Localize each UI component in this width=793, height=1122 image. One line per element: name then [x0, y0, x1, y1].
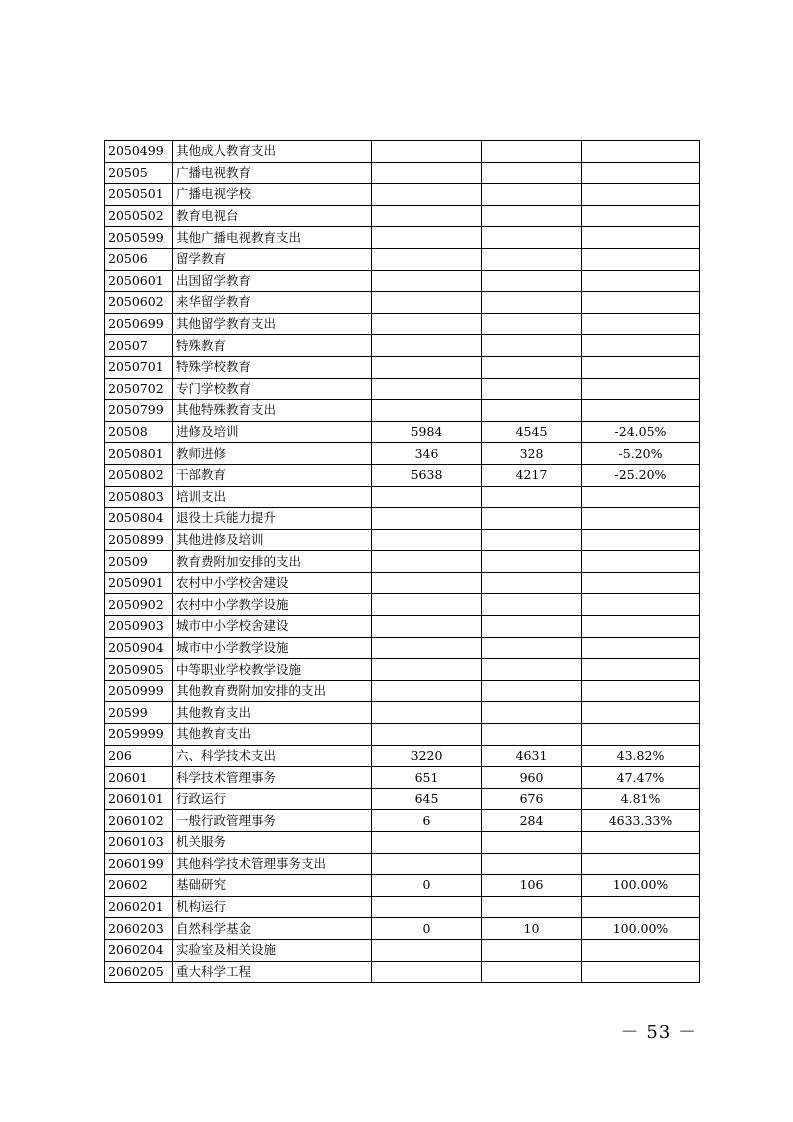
value-cell-2: [482, 292, 582, 314]
name-cell: 农村中小学教学设施: [173, 594, 372, 616]
code-cell: 2050904: [105, 637, 173, 659]
value-cell-1: [372, 551, 482, 573]
value-cell-1: [372, 378, 482, 400]
value-cell-2: [482, 896, 582, 918]
code-cell: 2050901: [105, 572, 173, 594]
table-row: [105, 939, 700, 961]
code-cell: 2050804: [105, 508, 173, 530]
table-row: [105, 486, 700, 508]
code-cell: 20505: [105, 162, 173, 184]
name-cell: 实验室及相关设施: [173, 939, 372, 961]
table-row: [105, 767, 700, 789]
value-cell-2: [482, 205, 582, 227]
code-cell: 20601: [105, 767, 173, 789]
percent-cell: 47.47%: [582, 767, 700, 789]
name-cell: 来华留学教育: [173, 292, 372, 314]
table-row: [105, 162, 700, 184]
code-cell: 2060102: [105, 810, 173, 832]
code-cell: 20599: [105, 702, 173, 724]
value-cell-1: 5638: [372, 464, 482, 486]
name-cell: 退役士兵能力提升: [173, 508, 372, 530]
code-cell: 2050702: [105, 378, 173, 400]
value-cell-1: 645: [372, 788, 482, 810]
value-cell-1: 346: [372, 443, 482, 465]
code-cell: 20506: [105, 248, 173, 270]
value-cell-1: [372, 702, 482, 724]
code-cell: 2060199: [105, 853, 173, 875]
percent-cell: [582, 356, 700, 378]
table-row: [105, 810, 700, 832]
code-cell: 2050601: [105, 270, 173, 292]
value-cell-1: [372, 486, 482, 508]
value-cell-2: [482, 508, 582, 530]
name-cell: 专门学校教育: [173, 378, 372, 400]
value-cell-2: [482, 702, 582, 724]
table-row: [105, 508, 700, 530]
percent-cell: [582, 378, 700, 400]
value-cell-2: [482, 594, 582, 616]
name-cell: 其他特殊教育支出: [173, 400, 372, 422]
value-cell-2: [482, 356, 582, 378]
code-cell: 2050502: [105, 205, 173, 227]
code-cell: 2050499: [105, 141, 173, 163]
value-cell-2: 4545: [482, 421, 582, 443]
code-cell: 2050905: [105, 659, 173, 681]
name-cell: 出国留学教育: [173, 270, 372, 292]
table-row: [105, 788, 700, 810]
code-cell: 2050902: [105, 594, 173, 616]
table-row: [105, 443, 700, 465]
name-cell: 一般行政管理事务: [173, 810, 372, 832]
name-cell: 留学教育: [173, 248, 372, 270]
value-cell-2: 10: [482, 918, 582, 940]
table-row: [105, 529, 700, 551]
percent-cell: [582, 637, 700, 659]
value-cell-1: [372, 853, 482, 875]
name-cell: 干部教育: [173, 464, 372, 486]
value-cell-1: [372, 616, 482, 638]
code-cell: 2050903: [105, 616, 173, 638]
table-row: [105, 896, 700, 918]
value-cell-1: [372, 594, 482, 616]
table-row: [105, 313, 700, 335]
percent-cell: [582, 248, 700, 270]
value-cell-1: [372, 680, 482, 702]
percent-cell: [582, 335, 700, 357]
name-cell: 城市中小学教学设施: [173, 637, 372, 659]
percent-cell: [582, 551, 700, 573]
value-cell-1: 651: [372, 767, 482, 789]
table-row: [105, 184, 700, 206]
table-row: [105, 356, 700, 378]
table-row: [105, 616, 700, 638]
table-row: [105, 961, 700, 983]
name-cell: 特殊学校教育: [173, 356, 372, 378]
value-cell-1: [372, 335, 482, 357]
name-cell: 科学技术管理事务: [173, 767, 372, 789]
budget-table: [104, 140, 700, 983]
value-cell-1: 0: [372, 918, 482, 940]
value-cell-1: 5984: [372, 421, 482, 443]
code-cell: 20602: [105, 875, 173, 897]
value-cell-2: [482, 961, 582, 983]
name-cell: 其他成人教育支出: [173, 141, 372, 163]
name-cell: 广播电视学校: [173, 184, 372, 206]
value-cell-2: [482, 637, 582, 659]
value-cell-2: [482, 616, 582, 638]
percent-cell: [582, 205, 700, 227]
code-cell: 2050501: [105, 184, 173, 206]
value-cell-1: [372, 961, 482, 983]
table-row: [105, 637, 700, 659]
name-cell: 农村中小学校舍建设: [173, 572, 372, 594]
value-cell-2: 960: [482, 767, 582, 789]
code-cell: 2050801: [105, 443, 173, 465]
value-cell-1: [372, 659, 482, 681]
name-cell: 机关服务: [173, 832, 372, 854]
table-row: [105, 227, 700, 249]
name-cell: 其他广播电视教育支出: [173, 227, 372, 249]
value-cell-2: [482, 724, 582, 746]
name-cell: 城市中小学校舍建设: [173, 616, 372, 638]
table-row: [105, 270, 700, 292]
value-cell-2: [482, 659, 582, 681]
percent-cell: [582, 659, 700, 681]
table-row: [105, 572, 700, 594]
code-cell: 2050802: [105, 464, 173, 486]
code-cell: 206: [105, 745, 173, 767]
percent-cell: [582, 184, 700, 206]
code-cell: 2050999: [105, 680, 173, 702]
percent-cell: [582, 594, 700, 616]
code-cell: 2050599: [105, 227, 173, 249]
value-cell-1: 3220: [372, 745, 482, 767]
code-cell: 20507: [105, 335, 173, 357]
value-cell-2: [482, 486, 582, 508]
value-cell-2: [482, 572, 582, 594]
value-cell-2: 4217: [482, 464, 582, 486]
percent-cell: [582, 853, 700, 875]
name-cell: 基础研究: [173, 875, 372, 897]
percent-cell: [582, 616, 700, 638]
percent-cell: [582, 141, 700, 163]
table-row: [105, 875, 700, 897]
page-number: － 53 －: [620, 1022, 697, 1043]
table-row: [105, 853, 700, 875]
code-cell: 2050602: [105, 292, 173, 314]
name-cell: 机构运行: [173, 896, 372, 918]
name-cell: 其他教育支出: [173, 702, 372, 724]
value-cell-1: [372, 939, 482, 961]
code-cell: 2050799: [105, 400, 173, 422]
value-cell-1: [372, 184, 482, 206]
value-cell-2: 4631: [482, 745, 582, 767]
name-cell: 广播电视教育: [173, 162, 372, 184]
value-cell-1: [372, 141, 482, 163]
percent-cell: 4.81%: [582, 788, 700, 810]
percent-cell: [582, 313, 700, 335]
value-cell-2: [482, 313, 582, 335]
name-cell: 其他科学技术管理事务支出: [173, 853, 372, 875]
code-cell: 2050803: [105, 486, 173, 508]
value-cell-1: [372, 313, 482, 335]
percent-cell: [582, 702, 700, 724]
value-cell-1: [372, 508, 482, 530]
table-row: [105, 421, 700, 443]
value-cell-2: [482, 270, 582, 292]
value-cell-2: [482, 400, 582, 422]
name-cell: 教育费附加安排的支出: [173, 551, 372, 573]
name-cell: 自然科学基金: [173, 918, 372, 940]
code-cell: 2060205: [105, 961, 173, 983]
value-cell-2: 676: [482, 788, 582, 810]
value-cell-2: [482, 853, 582, 875]
code-cell: 2059999: [105, 724, 173, 746]
percent-cell: [582, 508, 700, 530]
percent-cell: [582, 270, 700, 292]
value-cell-1: [372, 205, 482, 227]
value-cell-2: [482, 939, 582, 961]
value-cell-1: [372, 832, 482, 854]
value-cell-1: [372, 572, 482, 594]
code-cell: 2060204: [105, 939, 173, 961]
name-cell: 六、科学技术支出: [173, 745, 372, 767]
code-cell: 2060103: [105, 832, 173, 854]
value-cell-2: [482, 184, 582, 206]
percent-cell: [582, 832, 700, 854]
percent-cell: [582, 939, 700, 961]
name-cell: 培训支出: [173, 486, 372, 508]
code-cell: 2060101: [105, 788, 173, 810]
percent-cell: [582, 572, 700, 594]
name-cell: 教师进修: [173, 443, 372, 465]
code-cell: 20509: [105, 551, 173, 573]
percent-cell: [582, 292, 700, 314]
table-row: [105, 551, 700, 573]
percent-cell: [582, 162, 700, 184]
value-cell-1: [372, 270, 482, 292]
percent-cell: -24.05%: [582, 421, 700, 443]
table-row: [105, 141, 700, 163]
code-cell: 2060203: [105, 918, 173, 940]
percent-cell: 100.00%: [582, 875, 700, 897]
value-cell-2: 284: [482, 810, 582, 832]
name-cell: 教育电视台: [173, 205, 372, 227]
value-cell-2: [482, 832, 582, 854]
value-cell-2: [482, 162, 582, 184]
percent-cell: [582, 529, 700, 551]
value-cell-2: [482, 378, 582, 400]
name-cell: 其他教育支出: [173, 724, 372, 746]
percent-cell: -5.20%: [582, 443, 700, 465]
name-cell: 进修及培训: [173, 421, 372, 443]
table-row: [105, 378, 700, 400]
percent-cell: -25.20%: [582, 464, 700, 486]
value-cell-2: [482, 227, 582, 249]
name-cell: 特殊教育: [173, 335, 372, 357]
value-cell-2: 328: [482, 443, 582, 465]
percent-cell: 100.00%: [582, 918, 700, 940]
value-cell-2: [482, 680, 582, 702]
value-cell-1: [372, 356, 482, 378]
table-row: [105, 248, 700, 270]
value-cell-2: 106: [482, 875, 582, 897]
value-cell-1: [372, 896, 482, 918]
value-cell-1: 0: [372, 875, 482, 897]
table-row: [105, 680, 700, 702]
percent-cell: [582, 486, 700, 508]
value-cell-1: [372, 529, 482, 551]
name-cell: 其他留学教育支出: [173, 313, 372, 335]
percent-cell: 43.82%: [582, 745, 700, 767]
code-cell: 2050899: [105, 529, 173, 551]
percent-cell: [582, 896, 700, 918]
name-cell: 中等职业学校教学设施: [173, 659, 372, 681]
table-row: [105, 724, 700, 746]
table-row: [105, 918, 700, 940]
table-row: [105, 464, 700, 486]
code-cell: 20508: [105, 421, 173, 443]
table-row: [105, 745, 700, 767]
value-cell-1: [372, 724, 482, 746]
value-cell-2: [482, 335, 582, 357]
table-row: [105, 594, 700, 616]
percent-cell: [582, 227, 700, 249]
percent-cell: [582, 961, 700, 983]
percent-cell: [582, 400, 700, 422]
value-cell-2: [482, 248, 582, 270]
percent-cell: 4633.33%: [582, 810, 700, 832]
table-row: [105, 659, 700, 681]
table-row: [105, 335, 700, 357]
value-cell-2: [482, 551, 582, 573]
value-cell-1: [372, 162, 482, 184]
code-cell: 2050701: [105, 356, 173, 378]
name-cell: 其他教育费附加安排的支出: [173, 680, 372, 702]
table-row: [105, 832, 700, 854]
table-row: [105, 205, 700, 227]
value-cell-1: [372, 637, 482, 659]
code-cell: 2050699: [105, 313, 173, 335]
name-cell: 其他进修及培训: [173, 529, 372, 551]
value-cell-2: [482, 141, 582, 163]
value-cell-2: [482, 529, 582, 551]
name-cell: 行政运行: [173, 788, 372, 810]
value-cell-1: [372, 292, 482, 314]
value-cell-1: [372, 400, 482, 422]
value-cell-1: [372, 248, 482, 270]
value-cell-1: 6: [372, 810, 482, 832]
code-cell: 2060201: [105, 896, 173, 918]
table-body: [105, 141, 700, 983]
table-row: [105, 292, 700, 314]
name-cell: 重大科学工程: [173, 961, 372, 983]
value-cell-1: [372, 227, 482, 249]
table-row: [105, 400, 700, 422]
percent-cell: [582, 680, 700, 702]
percent-cell: [582, 724, 700, 746]
table-row: [105, 702, 700, 724]
